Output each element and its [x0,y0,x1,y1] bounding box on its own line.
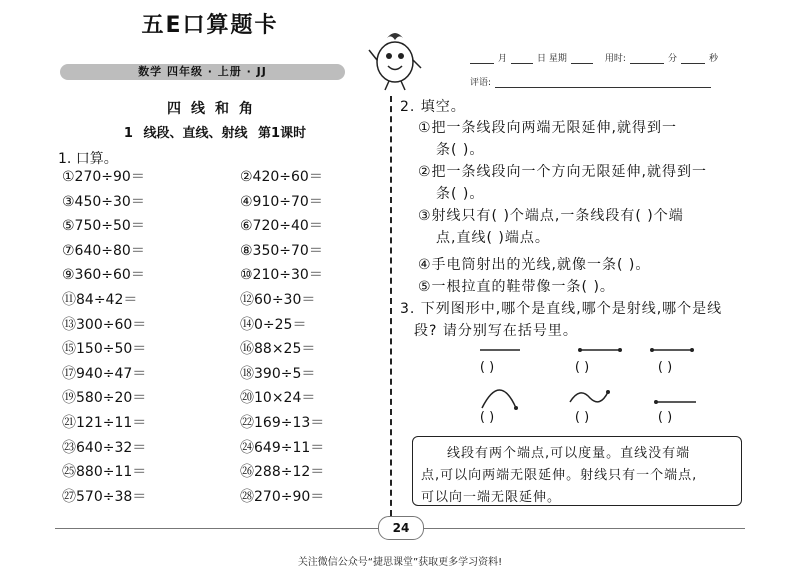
calc-item: ⑳10×24＝ [240,390,316,407]
calc-item: ①270÷90＝ [62,169,145,185]
calc-item: ⑤750÷50＝ [62,218,145,235]
figure-curve [482,390,516,408]
q2-item-5: ⑤一根拉直的鞋带像一条( )。 [418,279,615,295]
calc-item: ⑯88×25＝ [240,341,316,358]
calc-item: ⑭0÷25＝ [240,316,307,333]
calc-item: ⑪84÷42＝ [62,292,138,308]
q1-label: 1. 口算。 [58,151,118,167]
calc-item: ②420÷60＝ [240,169,323,185]
section-title: 四线和角 [167,101,263,117]
calc-item: ㉕880÷11＝ [62,464,147,481]
q2-item-1: ①把一条线段向两端无限延伸,就得到一 条( )。 [418,120,677,158]
comment-label: 评语: [470,78,492,88]
calc-item: ㉒169÷13＝ [240,415,325,431]
section-subtitle: 1 线段、直线、射线 第1课时 [123,126,307,141]
calc-item: ⑫60÷30＝ [240,292,316,308]
column-divider [390,96,392,516]
q2-item-3: ③射线只有( )个端点,一条线段有( )个端 点,直线( )端点。 [418,208,684,246]
calc-item: ⑬300÷60＝ [62,316,147,333]
calc-item: ⑲580÷20＝ [62,390,147,407]
q3-prompt: 3. 下列图形中,哪个是直线,哪个是射线,哪个是线 段? 请分别写在括号里。 [400,301,723,339]
calc-item: ㉗570÷38＝ [62,488,147,505]
q3-answer-1[interactable]: ( ) [479,360,495,375]
calc-item: ⑰940÷47＝ [62,365,147,382]
page-number: 24 [378,516,424,540]
calc-item: ㉘270÷90＝ [240,488,325,505]
q2-item-4: ④手电筒射出的光线,就像一条( )。 [418,257,651,273]
summary-box: 线段有两个端点,可以度量。直线没有端 点,可以向两端无限延伸。射线只有一个端点, 可以向一端无限延伸。 [412,436,742,506]
date-fields: 月 日 星期 用时: 分 秒 评语: [470,54,718,88]
calc-item: ⑱390÷5＝ [240,365,316,382]
calc-item: ㉓640÷32＝ [62,439,147,456]
mascot-icon [365,28,425,92]
calc-item: ④910÷70＝ [240,193,323,210]
q3-answer-3[interactable]: ( ) [657,360,673,375]
footer-note: 关注微信公众号“捷思课堂”获取更多学习资料! [297,557,503,568]
q3-answer-2[interactable]: ( ) [574,360,590,375]
q3-answer-6[interactable]: ( ) [657,410,673,425]
calc-item: ⑦640÷80＝ [62,242,145,259]
q2-label: 2. 填空。 [400,99,466,115]
subject-bar: 数学 四年级 · 上册 · JJ [60,64,345,80]
q3-answer-4[interactable]: ( ) [479,410,495,425]
calc-item: ㉖288÷12＝ [240,464,325,481]
calc-item: ⑮150÷50＝ [62,341,147,358]
q2-item-2: ②把一条线段向一个方向无限延伸,就得到一 条( )。 [418,164,707,202]
calc-item: ③450÷30＝ [62,193,145,210]
calc-item: ㉑121÷11＝ [62,415,147,431]
q3-answer-5[interactable]: ( ) [574,410,590,425]
figure-wave [570,392,608,402]
calc-item: ⑩210÷30＝ [240,267,323,284]
calc-item: ㉔649÷11＝ [240,439,325,456]
brand-title: 五E口算题卡 [141,13,279,38]
calc-item: ⑨360÷60＝ [62,267,145,284]
calc-item: ⑥720÷40＝ [240,218,323,235]
calc-item: ⑧350÷70＝ [240,242,323,259]
